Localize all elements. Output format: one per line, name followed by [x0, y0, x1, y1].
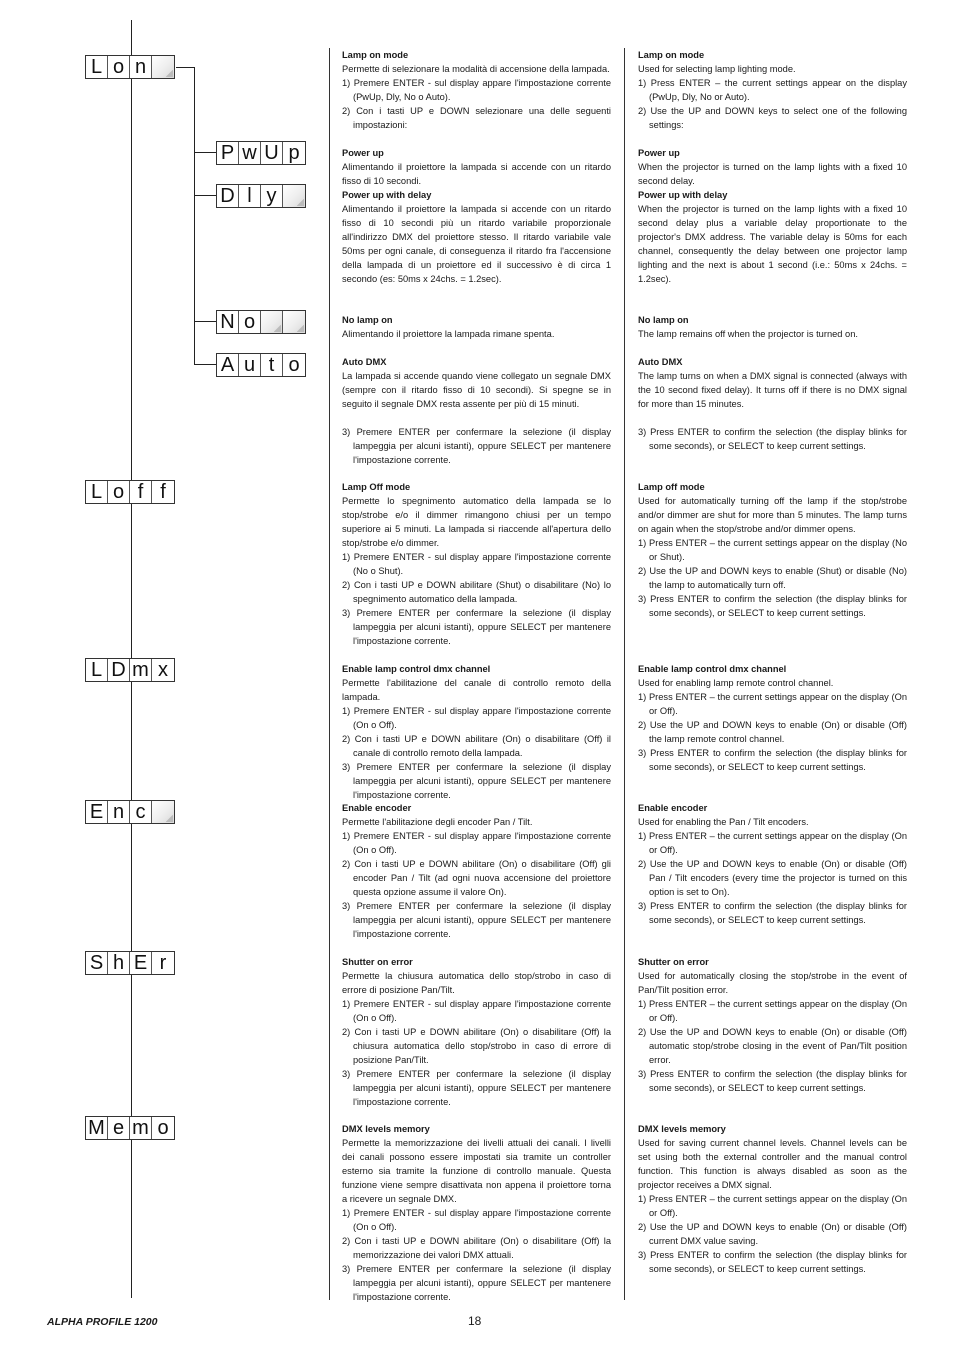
en-power-up-text: When the projector is turned on the lamp lights with a fixed 10 second delay. — [638, 162, 907, 186]
en-memo-step-1: 1) Press ENTER – the current settings appear on the display (On or Off). — [638, 1194, 907, 1218]
en-sher-step-1: 1) Press ENTER – the current settings appear on the display (On or Off). — [638, 999, 907, 1023]
it-no-lamp-text: Alimentando il proiettore la lampada rimane spenta. — [342, 329, 555, 339]
display-ldmx-char-2: D — [108, 659, 130, 681]
en-enc-section — [638, 801, 907, 927]
en-sher-section — [638, 955, 907, 1095]
display-enc-char-1: E — [86, 801, 108, 823]
tree-branch-auto — [194, 364, 216, 365]
en-no-lamp-text: The lamp remains off when the projector is turned on. — [638, 329, 858, 339]
en-no-lamp-title: No lamp on — [638, 315, 689, 325]
display-sher-char-1: S — [86, 952, 108, 974]
en-ldmx-intro: Used for enabling lamp remote control channel. — [638, 678, 834, 688]
it-memo-step-1: 1) Premere ENTER - sul display appare l'impostazione corrente (On o Off). — [342, 1208, 611, 1232]
en-lamp-off-step-2: 2) Use the UP and DOWN keys to enable (Shut) or disable (No) the lamp to automatically turn off. — [638, 566, 907, 590]
display-ldmx-char-1: L — [86, 659, 108, 681]
display-memo — [85, 1116, 175, 1140]
en-memo-section — [638, 1122, 907, 1276]
it-ldmx-intro: Permette l'abilitazione del canale di controllo remoto della lampada. — [342, 678, 611, 702]
en-sher-title: Shutter on error — [638, 957, 709, 967]
en-enc-title: Enable encoder — [638, 803, 708, 813]
display-enc — [85, 800, 175, 824]
it-ldmx-section — [342, 662, 611, 802]
it-power-up-section — [342, 146, 611, 286]
it-enc-intro: Permette l'abilitazione degli encoder Pan / Tilt. — [342, 817, 533, 827]
display-memo-char-4: o — [157, 1117, 169, 1139]
it-ldmx-step-2: 2) Con i tasti UP e DOWN abilitare (On) o disabilitare (Off) il canale di controllo remoto della lampada. — [342, 734, 611, 758]
display-memo-char-3: m — [130, 1117, 152, 1139]
it-no-lamp-title: No lamp on — [342, 315, 393, 325]
en-ldmx-title: Enable lamp control dmx channel — [638, 664, 787, 674]
display-ldmx-char-3: m — [130, 659, 152, 681]
it-auto-dmx-text: La lampada si accende quando viene collegato un segnale DMX (sempre con il ritardo fisso di 10 secondi). Si spegne se in seguito il segnale DMX resta assente per più di 15 minuti. — [342, 371, 611, 409]
display-pwup — [216, 141, 306, 165]
it-lamp-off-intro: Permette lo spegnimento automatico della lampada se lo stop/strobe e/o il dimmer rimangono chiusi per un tempo superiore ai 5 minuti. La lampada si riaccende all'apertura dello stop/strobe e/o dimmer. — [342, 496, 611, 548]
display-loff-char-2: o — [108, 481, 130, 503]
en-ldmx-step-3: 3) Press ENTER to confirm the selection (the display blinks for some seconds), or SELECT to keep current settings. — [638, 748, 907, 772]
display-no-char-1: N — [217, 311, 239, 333]
it-memo-intro: Permette la memorizzazione dei livelli attuali dei canali. I livelli dei canali possono essere impostati sia tramite un controller esterno sia tramite la funzione di controllo manuale. Questa funzione viene sempre disattivata non appena il proiettore torna a ricevere un segnale DMX. — [342, 1138, 611, 1204]
display-memo-char-1: M — [86, 1117, 108, 1139]
display-no-char-4 — [283, 311, 305, 333]
en-enc-intro: Used for enabling the Pan / Tilt encoders. — [638, 817, 809, 827]
it-ldmx-title: Enable lamp control dmx channel — [342, 664, 491, 674]
display-pwup-char-2: w — [239, 142, 261, 164]
it-enc-step-2: 2) Con i tasti UP e DOWN abilitare (On) o disabilitare (Off) gli encoder Pan / Tilt (ad ogni nuova accensione del proiettore questa opzione assume il valore On). — [342, 859, 611, 897]
en-enc-step-1: 1) Press ENTER – the current settings appear on the display (On or Off). — [638, 831, 907, 855]
display-ldmx-char-4: x — [158, 659, 168, 681]
it-no-lamp-section — [342, 313, 611, 467]
en-lamp-on-title: Lamp on mode — [638, 50, 705, 60]
en-memo-step-2: 2) Use the UP and DOWN keys to enable (On) or disable (Off) current DMX value saving. — [638, 1222, 907, 1246]
display-lon — [85, 55, 175, 79]
it-lamp-on-section — [342, 48, 611, 132]
display-dly-char-2: l — [239, 185, 261, 207]
en-sher-step-2: 2) Use the UP and DOWN keys to enable (On) or disable (Off) automatic stop/strobe closing in the event of Pan/Tilt position error. — [638, 1027, 907, 1065]
it-lamp-off-title: Lamp Off mode — [342, 482, 411, 492]
it-lamp-off-step-2: 2) Con i tasti UP e DOWN abilitare (Shut) o disabilitare (No) lo spegnimento automatico della lampada. — [342, 580, 611, 604]
en-lamp-off-title: Lamp off mode — [638, 482, 705, 492]
en-lamp-on-step-3: 3) Press ENTER to confirm the selection (the display blinks for some seconds), or SELECT to keep current settings. — [638, 427, 907, 451]
en-lamp-on-step-1: 1) Press ENTER – the current settings appear on the display (PwUp, Dly, No or Auto). — [638, 78, 907, 102]
it-sher-intro: Permette la chiusura automatica dello stop/strobo in caso di errore di posizione Pan/Tilt. — [342, 971, 611, 995]
display-dly-char-3: y — [261, 185, 283, 207]
display-sher — [85, 951, 175, 975]
it-power-up-text: Alimentando il proiettore la lampada si accende con un ritardo fisso di 10 secondi. — [342, 162, 611, 186]
footer-model-name: ALPHA PROFILE 1200 — [47, 1316, 158, 1328]
it-ldmx-step-3: 3) Premere ENTER per confermare la selezione (il display lampeggia per alcuni istanti), oppure SELECT per mantenere l'impostazione corrente. — [342, 762, 611, 800]
display-auto — [216, 353, 306, 377]
display-no — [216, 310, 306, 334]
column-separator-left — [329, 48, 330, 1300]
display-loff-char-4: f — [160, 481, 166, 503]
en-lamp-off-step-3: 3) Press ENTER to confirm the selection (the display blinks for some seconds), or SELECT to keep current settings. — [638, 594, 907, 618]
it-power-up-title: Power up — [342, 148, 384, 158]
en-memo-step-3: 3) Press ENTER to confirm the selection (the display blinks for some seconds), or SELECT to keep current settings. — [638, 1250, 907, 1274]
it-enc-title: Enable encoder — [342, 803, 412, 813]
it-sher-step-1: 1) Premere ENTER - sul display appare l'impostazione corrente (On o Off). — [342, 999, 611, 1023]
display-auto-char-1: A — [217, 354, 239, 376]
it-sher-section — [342, 955, 611, 1109]
display-auto-char-2: u — [239, 354, 261, 376]
it-lamp-on-step-3: 3) Premere ENTER per confermare la selezione (il display lampeggia per alcuni istanti), oppure SELECT per mantenere l'impostazione corrente. — [342, 427, 611, 465]
it-memo-step-2: 2) Con i tasti UP e DOWN abilitare (On) o disabilitare (Off) la memorizzazione dei valori DMX attuali. — [342, 1236, 611, 1260]
display-memo-char-2: e — [108, 1117, 130, 1139]
en-ldmx-step-1: 1) Press ENTER – the current settings appear on the display (On or Off). — [638, 692, 907, 716]
it-lamp-on-step-2: 2) Con i tasti UP e DOWN selezionare una delle seguenti impostazioni: — [342, 106, 611, 130]
display-enc-char-4 — [152, 801, 174, 823]
display-auto-char-4: o — [288, 354, 300, 376]
en-ldmx-step-2: 2) Use the UP and DOWN keys to enable (On) or disable (Off) the lamp remote control channel. — [638, 720, 907, 744]
en-memo-intro: Used for saving current channel levels. Channel levels can be set using both the external controller and the manual control function. This function is always disabled as soon as the projector receives a DMX signal. — [638, 1138, 907, 1190]
it-sher-title: Shutter on error — [342, 957, 413, 967]
display-pwup-char-1: P — [217, 142, 239, 164]
en-enc-step-2: 2) Use the UP and DOWN keys to enable (On) or disable (Off) Pan / Tilt encoders (every time the projector is turned on this option is set to On). — [638, 859, 907, 897]
column-separator-right — [624, 48, 625, 1300]
en-enc-step-3: 3) Press ENTER to confirm the selection (the display blinks for some seconds), or SELECT to keep current settings. — [638, 901, 907, 925]
en-lamp-off-section — [638, 480, 907, 620]
en-ldmx-section — [638, 662, 907, 774]
it-auto-dmx-title: Auto DMX — [342, 357, 387, 367]
en-sher-step-3: 3) Press ENTER to confirm the selection (the display blinks for some seconds), or SELECT to keep current settings. — [638, 1069, 907, 1093]
en-lamp-off-intro: Used for automatically turning off the lamp if the stop/strobe and/or dimmer are shut for more than 5 minutes. The lamp turns on again when the stop/strobe and/or dimmer opens. — [638, 496, 907, 534]
display-sher-char-3: E — [130, 952, 152, 974]
en-power-up-section — [638, 146, 907, 286]
it-lamp-off-section — [342, 480, 611, 648]
en-memo-title: DMX levels memory — [638, 1124, 726, 1134]
it-lamp-off-step-1: 1) Premere ENTER - sul display appare l'impostazione corrente (No o Shut). — [342, 552, 611, 576]
en-power-up-delay-text: When the projector is turned on the lamp lights with a fixed 10 second delay plus a variable delay proportionate to the projector's DMX address. The variable delay is 50ms for each channel, consequently the delay between one projector lamp lighting and the next is about 1 second (i.e.: 50ms x 24chs. = 1.2sec). — [638, 204, 907, 284]
en-auto-dmx-title: Auto DMX — [638, 357, 683, 367]
display-loff-char-3: f — [130, 481, 152, 503]
display-enc-char-3: c — [130, 801, 152, 823]
en-power-up-delay-title: Power up with delay — [638, 190, 728, 200]
it-lamp-off-step-3: 3) Premere ENTER per confermare la selezione (il display lampeggia per alcuni istanti), oppure SELECT per mantenere l'impostazione corrente. — [342, 608, 611, 646]
display-pwup-char-4: p — [288, 142, 300, 164]
tree-sub-line — [194, 67, 195, 364]
it-memo-section — [342, 1122, 611, 1304]
en-lamp-on-step-2: 2) Use the UP and DOWN keys to select one of the following settings: — [638, 106, 907, 130]
display-loff — [85, 480, 175, 504]
tree-branch-pwup — [194, 152, 216, 153]
display-loff-char-1: L — [86, 481, 108, 503]
it-lamp-on-intro: Permette di selezionare la modalità di accensione della lampada. — [342, 64, 610, 74]
en-auto-dmx-text: The lamp turns on when a DMX signal is connected (always with the 10 second fixed delay). It turns off if there is no DMX signal for more than 15 minutes. — [638, 371, 907, 409]
it-memo-step-3: 3) Premere ENTER per confermare la selezione (il display lampeggia per alcuni istanti), oppure SELECT per mantenere l'impostazione corrente. — [342, 1264, 611, 1302]
display-sher-char-4: r — [159, 952, 167, 974]
display-no-char-2: o — [239, 311, 261, 333]
display-ldmx — [85, 658, 175, 682]
display-sher-char-2: h — [108, 952, 130, 974]
it-enc-step-1: 1) Premere ENTER - sul display appare l'impostazione corrente (On o Off). — [342, 831, 611, 855]
en-no-lamp-section — [638, 313, 907, 453]
it-power-up-delay-text: Alimentando il proiettore la lampada si accende con un ritardo fisso di 10 secondi più un ritardo variabile proporzionale all'indirizzo DMX del proiettore stesso. Il ritardo variabile vale 50ms per ogni canale, di conseguenza il ritardo fra l'accensione della lampada di un proiettore ed il successivo è di circa 1 secondo (es: 50ms x 24chs. = 1.2sec). — [342, 204, 611, 284]
it-lamp-on-title: Lamp on mode — [342, 50, 409, 60]
display-dly-char-1: D — [217, 185, 239, 207]
it-lamp-on-step-1: 1) Premere ENTER - sul display appare l'impostazione corrente (PwUp, Dly, No o Auto). — [342, 78, 611, 102]
display-lon-char-4 — [152, 56, 174, 78]
en-lamp-on-section — [638, 48, 907, 132]
it-enc-step-3: 3) Premere ENTER per confermare la selezione (il display lampeggia per alcuni istanti), oppure SELECT per mantenere l'impostazione corrente. — [342, 901, 611, 939]
page-number: 18 — [468, 1314, 482, 1328]
tree-branch-dly — [194, 195, 216, 196]
it-ldmx-step-1: 1) Premere ENTER - sul display appare l'impostazione corrente (On o Off). — [342, 706, 611, 730]
display-no-char-3 — [261, 311, 283, 333]
it-memo-title: DMX levels memory — [342, 1124, 430, 1134]
display-dly-char-4 — [283, 185, 305, 207]
display-auto-char-3: t — [261, 354, 283, 376]
display-lon-char-1: L — [86, 56, 108, 78]
display-lon-char-2: o — [108, 56, 130, 78]
it-enc-section — [342, 801, 611, 941]
display-enc-char-2: n — [108, 801, 130, 823]
en-power-up-title: Power up — [638, 148, 680, 158]
tree-branch-lon — [176, 67, 194, 68]
en-sher-intro: Used for automatically closing the stop/strobe in the event of Pan/Tilt position error. — [638, 971, 907, 995]
display-dly — [216, 184, 306, 208]
en-lamp-on-intro: Used for selecting lamp lighting mode. — [638, 64, 796, 74]
en-lamp-off-step-1: 1) Press ENTER – the current settings appear on the display (No or Shut). — [638, 538, 907, 562]
display-lon-char-3: n — [130, 56, 152, 78]
it-sher-step-2: 2) Con i tasti UP e DOWN abilitare (On) o disabilitare (Off) la chiusura automatica dello stop/strobo in caso di errore di posizione Pan/Tilt. — [342, 1027, 611, 1065]
display-pwup-char-3: U — [261, 142, 283, 164]
it-power-up-delay-title: Power up with delay — [342, 190, 432, 200]
tree-branch-no — [194, 321, 216, 322]
it-sher-step-3: 3) Premere ENTER per confermare la selezione (il display lampeggia per alcuni istanti), oppure SELECT per mantenere l'impostazione corrente. — [342, 1069, 611, 1107]
